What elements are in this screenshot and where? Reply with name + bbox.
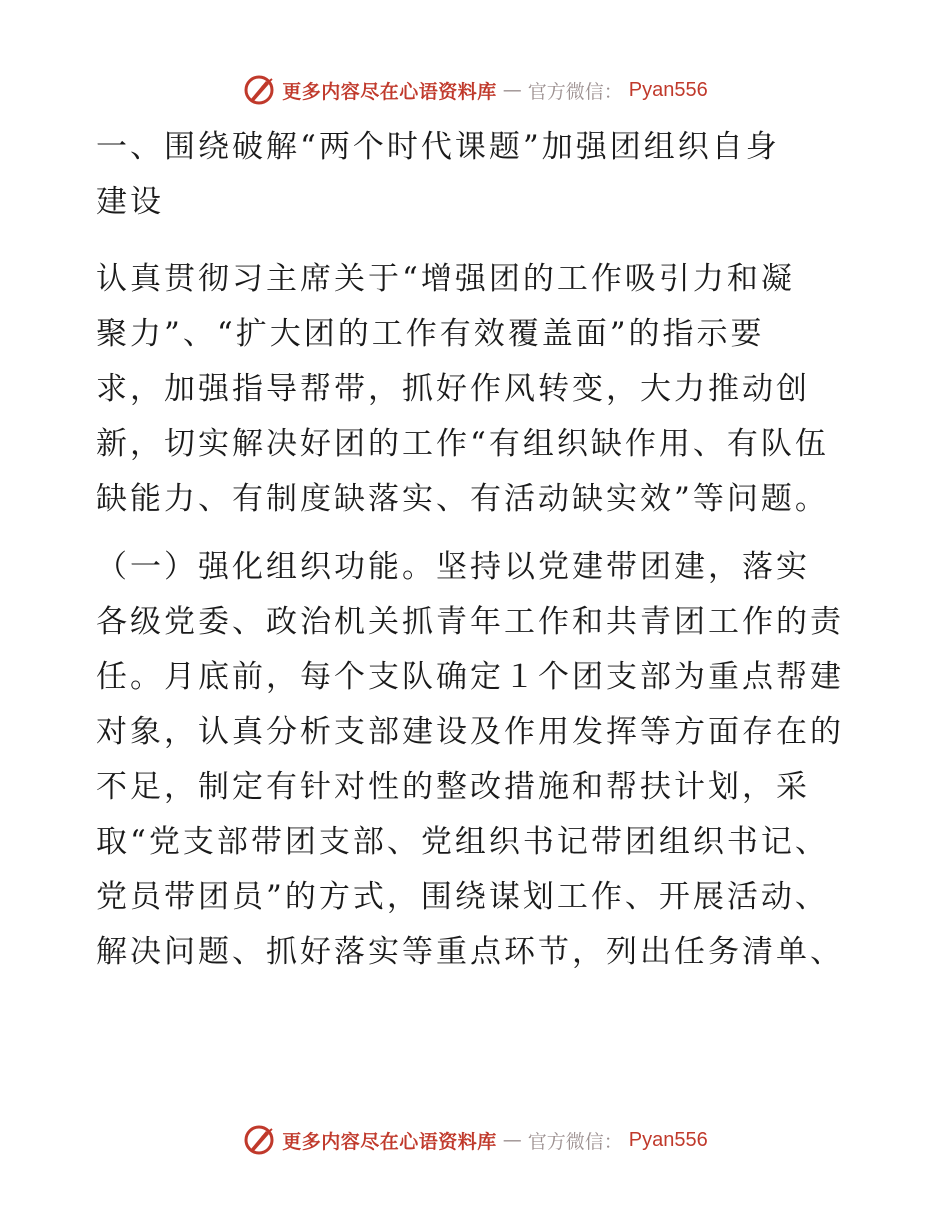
paragraph-line: 新，切实解决好团的工作“有组织缺作用、有队伍 (96, 426, 829, 462)
paragraph-intro (96, 252, 856, 527)
watermark-dash: — (502, 1129, 522, 1151)
quill-logo-icon (242, 1123, 276, 1157)
paragraph-line: 认真贯彻习主席关于“增强团的工作吸引力和凝 (96, 261, 795, 297)
paragraph-line: （一）强化组织功能。坚持以党建带团建，落实 (96, 549, 810, 585)
paragraph-line: 不足，制定有针对性的整改措施和帮扶计划，采 (96, 769, 810, 805)
watermark-dash: — (502, 79, 522, 101)
watermark-wechat-label: 官方微信： (527, 1130, 623, 1153)
watermark-banner-bottom (0, 1120, 950, 1160)
section-heading (96, 120, 856, 230)
paragraph-line: 各级党委、政治机关抓青年工作和共青团工作的责 (96, 604, 844, 640)
paragraph-line: 缺能力、有制度缺落实、有活动缺实效”等问题。 (96, 481, 829, 517)
watermark-text: 更多内容尽在心语资料库 (282, 80, 497, 103)
paragraph-line: 对象，认真分析支部建设及作用发挥等方面存在的 (96, 714, 844, 750)
paragraph-line: 求，加强指导帮带，抓好作风转变，大力推动创 (96, 371, 810, 407)
quill-logo-icon (242, 73, 276, 107)
document-body (96, 120, 856, 980)
paragraph-line: 取“党支部带团支部、党组织书记带团组织书记、 (96, 824, 829, 860)
watermark-wechat-id: Pyan556 (628, 1128, 708, 1151)
paragraph-line: 任。月底前，每个支队确定１个团支部为重点帮建 (96, 659, 844, 695)
paragraph-line: 党员带团员”的方式，围绕谋划工作、开展活动、 (96, 879, 829, 915)
heading-line: 一、围绕破解“两个时代课题”加强团组织自身 (96, 129, 780, 165)
paragraph-line: 聚力”、“扩大团的工作有效覆盖面”的指示要 (96, 316, 765, 352)
paragraph-line: 解决问题、抓好落实等重点环节，列出任务清单、 (96, 934, 844, 970)
watermark-banner-top (0, 70, 950, 110)
watermark-wechat-id: Pyan556 (628, 78, 708, 101)
watermark-wechat-label: 官方微信： (527, 80, 623, 103)
heading-line: 建设 (96, 184, 164, 220)
paragraph-organization (96, 540, 856, 980)
watermark-text: 更多内容尽在心语资料库 (282, 1130, 497, 1153)
